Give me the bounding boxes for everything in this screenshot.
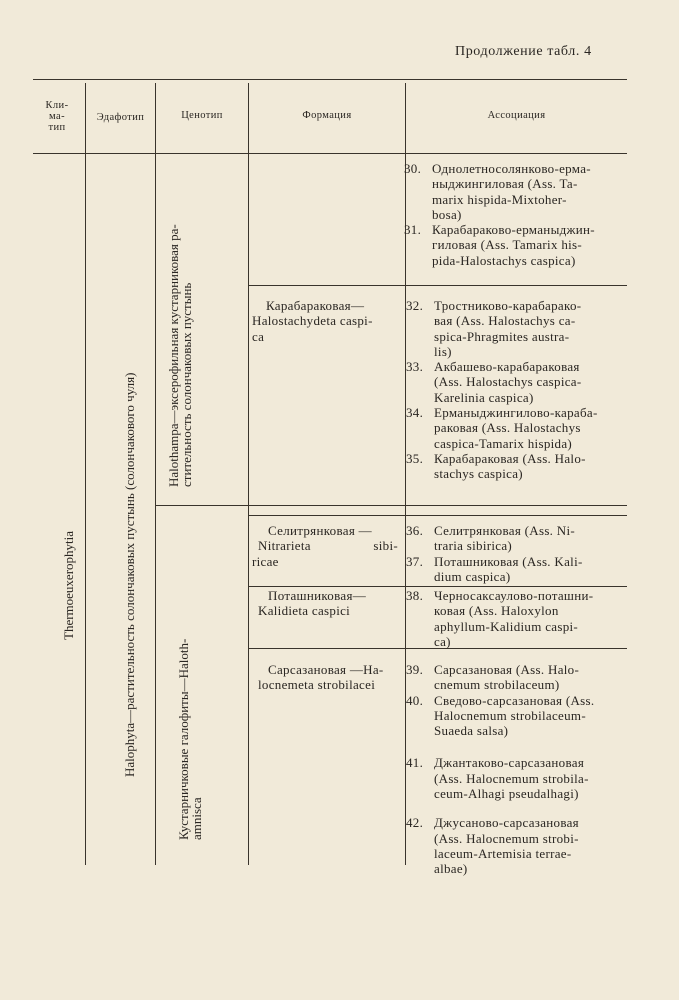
formation-line: Nitrarieta sibi- [258, 538, 398, 554]
header-klimatip-line3: тип [48, 122, 66, 133]
header-edafotip: Эдафотип [96, 112, 145, 123]
association-number: 39. [406, 662, 424, 677]
formation-line: locnemeta strobilacei [258, 677, 376, 693]
association-number: 41. [406, 755, 424, 771]
header-formaciya: Формация [302, 110, 352, 121]
association-number: 36. [406, 523, 424, 538]
column-divider-2 [155, 83, 156, 865]
association-text: Однолетносолянково-ерма- ныджингиловая (Ass. Ta- marix hispida-Mixtoher- bosa) [432, 161, 591, 222]
association-text: Ерманыджингилово-караба- раковая (Ass. Halostachys caspica-Tamarix hispida) [434, 405, 598, 451]
row-separator-1 [248, 285, 627, 286]
association-number: 30. [404, 161, 422, 176]
association-item [406, 588, 627, 649]
association-text: Сведово-сарсазановая (Ass. Halocnemum strobilaceum- Suaeda salsa) [434, 692, 595, 739]
association-item [406, 359, 627, 405]
cenotype-2-label [177, 639, 203, 840]
association-item [406, 523, 627, 554]
row-separator-2 [248, 515, 627, 516]
association-item [406, 815, 627, 876]
association-number: 35. [406, 450, 424, 466]
association-text: Джантаково-сарсазановая (Ass. Halocnemum strobila- ceum-Alhagi pseudalhagi) [434, 755, 589, 802]
column-divider-3 [248, 83, 249, 865]
association-number: 33. [406, 359, 424, 375]
association-item [406, 693, 627, 739]
formation-line: Halostachydeta caspi- [252, 313, 373, 329]
formation-sarsazanovaya [252, 662, 405, 693]
associations-group-2 [406, 523, 627, 584]
association-item [406, 298, 627, 359]
formation-potashnikovaya [252, 588, 402, 619]
association-number: 34. [406, 405, 424, 421]
association-text: Селитрянковая (Ass. Ni- traria sibirica) [434, 523, 576, 554]
association-number: 42. [406, 815, 424, 831]
header-klimatip-line1: Кли- [45, 100, 69, 111]
cenotype-separator [155, 505, 627, 506]
table-top-rule [33, 79, 627, 80]
formation-karabarakovaya [252, 298, 402, 344]
formation-line: ricae [252, 553, 279, 569]
association-number: 37. [406, 553, 424, 569]
association-item [406, 755, 627, 801]
header-klimatip [34, 100, 80, 133]
cenotype-2-line2: amnisca [189, 797, 204, 840]
association-text: Тростниково-карабарако- вая (Ass. Halostachys ca- spica-Phragmites austra- lis) [434, 298, 582, 359]
header-bottom-rule [33, 153, 627, 154]
header-associaciya: Ассоциация [487, 110, 546, 121]
formation-line: Поташниковая— [268, 588, 367, 603]
row-separator-3 [248, 586, 627, 587]
formation-line: Сарсазановая —Ha- [268, 662, 384, 677]
associations-group-4 [406, 662, 627, 877]
formation-line: Селитрянковая — [268, 523, 372, 538]
association-text: Поташниковая (Ass. Kali- dium caspica) [434, 553, 583, 584]
association-item [406, 405, 627, 451]
header-klimatip-line2: ма- [49, 111, 65, 122]
association-text: Карабараковая (Ass. Halo- stachys caspica) [434, 450, 586, 482]
association-text: Сарсазановая (Ass. Halo- cnemum strobilaceum) [434, 662, 580, 693]
edaphotype-label: Halophyta—растительность солончаковых пустынь (солончакового чуля) [122, 372, 137, 777]
associations-group-0 [404, 161, 626, 268]
association-text: Черносаксаулово-поташни- ковая (Ass. Haloxylon aphyllum-Kalidium caspi- ca) [434, 588, 594, 649]
association-item [404, 161, 626, 222]
association-number: 38. [406, 588, 424, 603]
cenotype-2-line1: Кустарничковые галофиты—Haloth- [176, 638, 191, 840]
formation-line: Карабараковая— [266, 298, 365, 313]
continuation-title: Продолжение табл. 4 [455, 44, 592, 59]
association-text: Джусаново-сарсазановая (Ass. Halocnemum strobi- laceum-Artemisia terrae- albae) [434, 815, 579, 877]
associations-group-3 [406, 588, 627, 649]
climate-type-label: Thermoeuxerophytia [61, 530, 76, 640]
association-item [406, 662, 627, 693]
header-cenotip: Ценотип [181, 110, 223, 121]
association-text: Карабараково-ерманыджин- гиловая (Ass. Tamarix his- pida-Halostachys caspica) [432, 222, 595, 268]
formation-selitryankovaya [252, 523, 402, 569]
formation-line: Kalidieta caspici [258, 603, 351, 619]
association-number: 31. [404, 222, 422, 238]
formation-line: ca [252, 328, 265, 344]
association-item [404, 222, 626, 268]
cenotype-1-line2: стительность солончаковых пустынь [179, 282, 194, 487]
associations-group-1 [406, 298, 627, 482]
column-divider-1 [85, 83, 86, 865]
cenotype-1-line1: Halothampa—эксерофильная кустарниковая ра- [166, 224, 181, 487]
association-item [406, 554, 627, 585]
association-number: 40. [406, 692, 424, 708]
association-text: Акбашево-карабараковая (Ass. Halostachys caspica- Karelinia caspica) [434, 359, 582, 405]
association-number: 32. [406, 298, 424, 313]
association-item [406, 451, 627, 482]
cenotype-1-label [167, 224, 193, 487]
